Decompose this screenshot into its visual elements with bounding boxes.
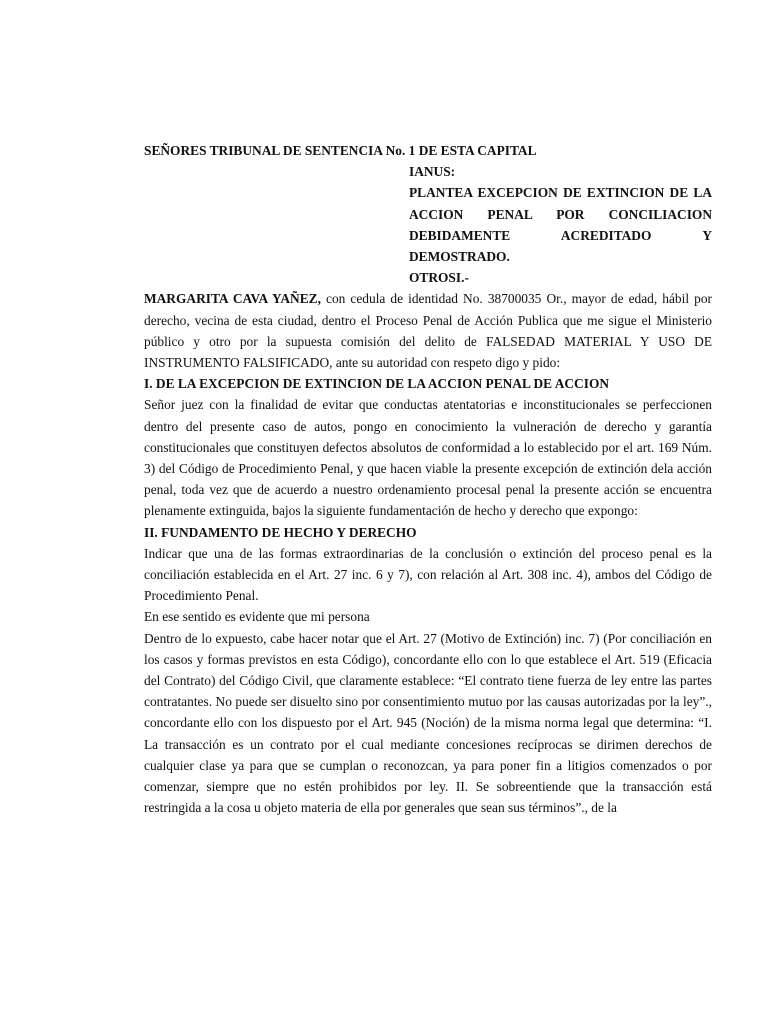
section-1-heading: I. DE LA EXCEPCION DE EXTINCION DE LA ACCION PENAL DE ACCION — [144, 376, 610, 392]
section-2-paragraph-1: Indicar que una de las formas extraordinarias de la conclusión o extinción del proceso penal es la conciliación establecida en el Art. 27 inc. 6 y 7), con relación al Art. 308 inc. 4), ambos del Código de Procedimiento Penal. — [144, 545, 712, 604]
section-2-paragraph-3: Dentro de lo expuesto, cabe hacer notar que el Art. 27 (Motivo de Extinción) inc. 7) (Por conciliación en los casos y formas previstos en esta Código), concordante ello con lo que establece el Art. 519 (Eficacia del Contrato) del Código Civil, que claramente establece: “El contrato tiene fuerza de ley entre las partes contratantes. No puede ser disuelto sino por consentimiento mutuo por las causas autorizadas por la ley”., concordante ello con los dispuesto por el Art. 945 (Noción) de la misma norma legal que determina: “I. La transacción es un contrato por el cual mediante concesiones recíprocas se dirimen derechos de cualquier clase ya para que se cumplan o reconozcan, ya para poner fin a litigios comenzados o por comenzar, siempre que no estén prohibidos por ley. II. Se sobreentiende que la transacción está restringida a la cosa u objeto materia de ella por generales que sean sus términos”., de la — [144, 630, 712, 816]
section-1-paragraph: Señor juez con la finalidad de evitar que conductas atentatorias e inconstitucionales se perfeccionen dentro del presente caso de autos, pongo en conocimiento la vulneración de derecho y garantía constitucionales que constituyen defectos absolutos de conformidad a lo establecido por el art. 169 Núm. 3) del Código de Procedimiento Penal, y que hacen viable la presente excepción de extinción dela acción penal, toda vez que de acuerdo a nuestro ordenamiento procesal penal la presente acción se encuentra plenamente extinguida, bajos la siguiente fundamentación de hecho y derecho que expongo: — [144, 397, 712, 519]
intro-paragraph — [144, 288, 712, 373]
petitioner-name: MARGARITA CAVA YAÑEZ, — [144, 291, 321, 307]
section-2-paragraph-2: En ese sentido es evidente que mi persona — [144, 609, 370, 625]
intro-text: con cedula de identidad No. 38700035 Or., mayor de edad, hábil por derecho, vecina de esta ciudad, dentro el Proceso Penal de Acción Publica que me sigue el Ministerio público y otro por la supuesta comisión del delito de FALSEDAD MATERIAL Y USO DE INSTRUMENTO FALSIFICADO, ante su autoridad con respeto digo y pido: — [144, 291, 712, 371]
ianus-label: IANUS: — [409, 164, 456, 180]
document-body — [144, 140, 712, 819]
section-2-heading: II. FUNDAMENTO DE HECHO Y DERECHO — [144, 524, 417, 540]
reference-block — [409, 161, 712, 288]
petition-summary: PLANTEA EXCEPCION DE EXTINCION DE LA ACCION PENAL POR CONCILIACION DEBIDAMENTE ACREDITADO Y DEMOSTRADO. — [409, 185, 712, 265]
addressee-line: SEÑORES TRIBUNAL DE SENTENCIA No. 1 DE ESTA CAPITAL — [144, 143, 537, 158]
otrosi-label: OTROSI.- — [409, 270, 469, 286]
